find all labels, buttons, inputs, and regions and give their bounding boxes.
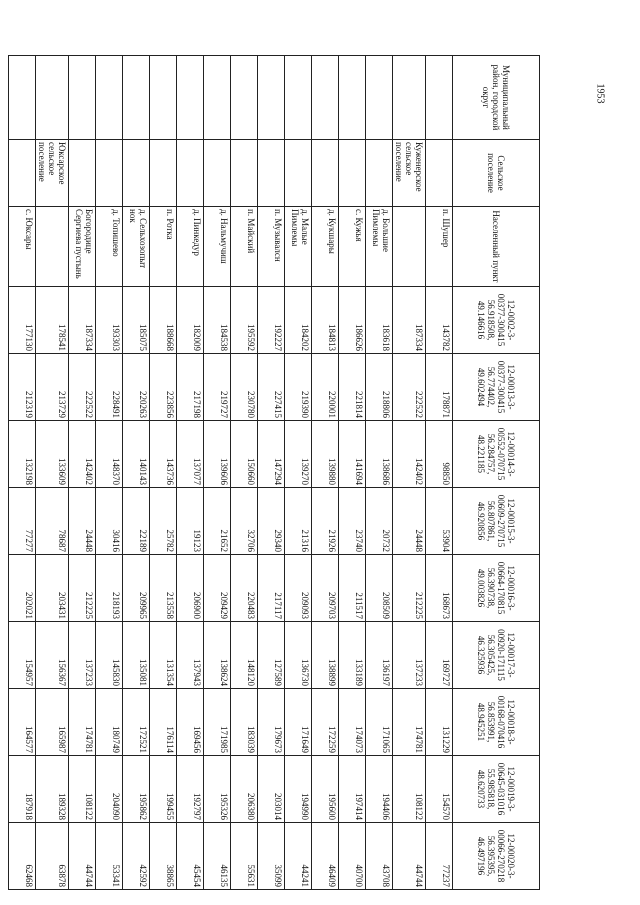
value-cell: 135081 (123, 622, 150, 689)
value-cell: 188668 (150, 287, 177, 354)
value-cell: 62468 (9, 823, 36, 890)
value-cell: 219390 (285, 354, 312, 421)
value-cell: 180749 (96, 689, 123, 756)
column-header: 12-00015-3-00609-270715 56.807861, 46.920856 (453, 488, 540, 555)
value-cell: 139606 (204, 421, 231, 488)
value-cell: 132198 (9, 421, 36, 488)
locality-cell: п. Музывалсн (258, 207, 285, 287)
value-cell: 165987 (36, 689, 69, 756)
table-row (258, 56, 285, 890)
value-cell: 221814 (339, 354, 366, 421)
value-cell: 223856 (150, 354, 177, 421)
value-cell: 197414 (339, 756, 366, 823)
value-cell: 183618 (366, 287, 393, 354)
settlement-cell (96, 140, 123, 207)
value-cell: 206900 (177, 555, 204, 622)
value-cell: 63878 (36, 823, 69, 890)
locality-cell: п. Шушер (426, 207, 453, 287)
value-cell: 184813 (312, 287, 339, 354)
value-cell: 203431 (36, 555, 69, 622)
value-cell: 211517 (339, 555, 366, 622)
value-cell: 185075 (123, 287, 150, 354)
value-cell: 176114 (150, 689, 177, 756)
value-cell: 209703 (312, 555, 339, 622)
value-cell: 217198 (177, 354, 204, 421)
value-cell: 32706 (231, 488, 258, 555)
value-cell: 218806 (366, 354, 393, 421)
table-row (9, 56, 36, 890)
settlement-cell (9, 140, 36, 207)
settlement-cell (426, 140, 453, 207)
column-header: 12-00017-3-00920-171115 56.305425, 46.325936 (453, 622, 540, 689)
locality-cell: д. Нальмучиш (204, 207, 231, 287)
value-cell: 136730 (285, 622, 312, 689)
value-cell: 168673 (426, 555, 453, 622)
settlement-cell (366, 140, 393, 207)
table-row (150, 56, 177, 890)
table-row (393, 56, 426, 890)
value-cell: 222522 (69, 354, 96, 421)
district-cell (36, 56, 69, 140)
value-cell: 174781 (393, 689, 426, 756)
value-cell: 204090 (96, 756, 123, 823)
value-cell: 184538 (204, 287, 231, 354)
value-cell: 22189 (123, 488, 150, 555)
value-cell: 98850 (426, 421, 453, 488)
value-cell: 220483 (231, 555, 258, 622)
locality-cell: с. Юксары (9, 207, 36, 287)
settlement-cell (231, 140, 258, 207)
table-body (9, 56, 453, 890)
value-cell: 154957 (9, 622, 36, 689)
value-cell: 138686 (366, 421, 393, 488)
table-row (312, 56, 339, 890)
district-cell (339, 56, 366, 140)
value-cell: 219727 (204, 354, 231, 421)
value-cell: 148120 (231, 622, 258, 689)
column-header: 12-00019-3-00645-031016 55.985818, 48.620733 (453, 756, 540, 823)
value-cell: 193303 (96, 287, 123, 354)
district-cell (9, 56, 36, 140)
value-cell: 195592 (231, 287, 258, 354)
column-header: 12-0002-3-00377-300415 56.918508, 49.146616 (453, 287, 540, 354)
value-cell: 164577 (9, 689, 36, 756)
table-row (36, 56, 69, 890)
table-row (426, 56, 453, 890)
value-cell: 131354 (150, 622, 177, 689)
settlement-cell (150, 140, 177, 207)
value-cell: 203014 (258, 756, 285, 823)
table-row (285, 56, 312, 890)
value-cell: 78687 (36, 488, 69, 555)
settlement-cell (339, 140, 366, 207)
value-cell: 147294 (258, 421, 285, 488)
value-cell: 136197 (366, 622, 393, 689)
value-cell: 218193 (96, 555, 123, 622)
settlement-cell (258, 140, 285, 207)
column-header: 12-00020-3-00066-270218 56.395395, 46.497196 (453, 823, 540, 890)
value-cell: 38865 (150, 823, 177, 890)
value-cell: 192797 (177, 756, 204, 823)
value-cell: 212225 (69, 555, 96, 622)
value-cell: 222522 (393, 354, 426, 421)
value-cell: 230780 (231, 354, 258, 421)
district-cell (150, 56, 177, 140)
value-cell: 137943 (177, 622, 204, 689)
value-cell: 184202 (285, 287, 312, 354)
value-cell: 169727 (426, 622, 453, 689)
value-cell: 35099 (258, 823, 285, 890)
value-cell: 217117 (258, 555, 285, 622)
value-cell: 182009 (177, 287, 204, 354)
value-cell: 183039 (231, 689, 258, 756)
column-header: 12-00018-3-00168-070416 56.853991, 48.945251 (453, 689, 540, 756)
value-cell: 174073 (339, 689, 366, 756)
locality-cell: д. Топишево (96, 207, 123, 287)
value-cell: 213558 (150, 555, 177, 622)
value-cell: 177130 (9, 287, 36, 354)
value-cell: 174781 (69, 689, 96, 756)
district-cell (123, 56, 150, 140)
value-cell: 143736 (150, 421, 177, 488)
value-cell: 19123 (177, 488, 204, 555)
value-cell: 29340 (258, 488, 285, 555)
column-header: Населенный пункт (453, 207, 540, 287)
table-row (231, 56, 258, 890)
value-cell: 206380 (231, 756, 258, 823)
value-cell: 143782 (426, 287, 453, 354)
district-cell (285, 56, 312, 140)
settlement-cell (177, 140, 204, 207)
table-row (177, 56, 204, 890)
value-cell: 24448 (69, 488, 96, 555)
locality-cell: д. Малые Пимлемы (285, 207, 312, 287)
value-cell: 137077 (177, 421, 204, 488)
district-cell (393, 56, 426, 140)
value-cell: 227415 (258, 354, 285, 421)
value-cell: 25782 (150, 488, 177, 555)
value-cell: 46409 (312, 823, 339, 890)
value-cell: 195862 (123, 756, 150, 823)
value-cell: 187334 (393, 287, 426, 354)
value-cell: 77237 (426, 823, 453, 890)
table-row (204, 56, 231, 890)
value-cell: 187918 (9, 756, 36, 823)
value-cell: 171065 (366, 689, 393, 756)
value-cell: 108122 (69, 756, 96, 823)
value-cell: 202021 (9, 555, 36, 622)
header-row (453, 56, 540, 890)
value-cell: 171649 (285, 689, 312, 756)
value-cell: 139880 (312, 421, 339, 488)
value-cell: 137233 (69, 622, 96, 689)
settlement-cell (285, 140, 312, 207)
column-header: Муниципальный район, городской округ (453, 56, 540, 140)
value-cell: 212319 (9, 354, 36, 421)
value-cell: 44241 (285, 823, 312, 890)
value-cell: 178871 (426, 354, 453, 421)
value-cell: 171985 (204, 689, 231, 756)
locality-cell: д. Пинкедур (177, 207, 204, 287)
value-cell: 142402 (393, 421, 426, 488)
value-cell: 24448 (393, 488, 426, 555)
table-row (69, 56, 96, 890)
value-cell: 199455 (150, 756, 177, 823)
table-row (96, 56, 123, 890)
column-header: 12-00013-3-00377-300415 56.774402, 49.602494 (453, 354, 540, 421)
column-header: Сельское поселение (453, 140, 540, 207)
value-cell: 138899 (312, 622, 339, 689)
value-cell: 187334 (69, 287, 96, 354)
value-cell: 195600 (312, 756, 339, 823)
value-cell: 186626 (339, 287, 366, 354)
value-cell: 195326 (204, 756, 231, 823)
table-row (123, 56, 150, 890)
value-cell: 133609 (36, 421, 69, 488)
value-cell: 108122 (393, 756, 426, 823)
district-cell (231, 56, 258, 140)
value-cell: 172259 (312, 689, 339, 756)
value-cell: 140143 (123, 421, 150, 488)
value-cell: 154570 (426, 756, 453, 823)
value-cell: 45454 (177, 823, 204, 890)
value-cell: 40700 (339, 823, 366, 890)
value-cell: 44744 (69, 823, 96, 890)
value-cell: 194990 (285, 756, 312, 823)
value-cell: 156367 (36, 622, 69, 689)
table-row (366, 56, 393, 890)
settlement-cell (312, 140, 339, 207)
district-cell (312, 56, 339, 140)
value-cell: 21316 (285, 488, 312, 555)
value-cell: 21652 (204, 488, 231, 555)
locality-cell: п. Ротка (150, 207, 177, 287)
settlement-cell (123, 140, 150, 207)
locality-cell: Богородице Сергиева пустынь (69, 207, 96, 287)
value-cell: 30416 (96, 488, 123, 555)
value-cell: 208509 (366, 555, 393, 622)
value-cell: 209093 (285, 555, 312, 622)
value-cell: 53904 (426, 488, 453, 555)
settlement-cell (69, 140, 96, 207)
settlement-cell: Юксарское сельское поселение (36, 140, 69, 207)
district-cell (204, 56, 231, 140)
value-cell: 209965 (123, 555, 150, 622)
value-cell: 142402 (69, 421, 96, 488)
value-cell: 228491 (96, 354, 123, 421)
locality-cell: д. Сельхозопыт нок (123, 207, 150, 287)
value-cell: 212225 (393, 555, 426, 622)
value-cell: 189328 (36, 756, 69, 823)
value-cell: 138624 (204, 622, 231, 689)
value-cell: 43708 (366, 823, 393, 890)
district-cell (96, 56, 123, 140)
page-number: 1953 (594, 83, 606, 104)
district-cell (258, 56, 285, 140)
value-cell: 179673 (258, 689, 285, 756)
value-cell: 178541 (36, 287, 69, 354)
value-cell: 220001 (312, 354, 339, 421)
settlement-cell: Куженерское сельское поселение (393, 140, 426, 207)
value-cell: 44744 (393, 823, 426, 890)
value-cell: 46135 (204, 823, 231, 890)
value-cell: 169456 (177, 689, 204, 756)
value-cell: 77277 (9, 488, 36, 555)
value-cell: 172521 (123, 689, 150, 756)
value-cell: 139270 (285, 421, 312, 488)
settlement-cell (204, 140, 231, 207)
value-cell: 148370 (96, 421, 123, 488)
locality-cell: с. Кужья (339, 207, 366, 287)
value-cell: 131229 (426, 689, 453, 756)
distance-table (8, 55, 540, 890)
value-cell: 137233 (393, 622, 426, 689)
value-cell: 42592 (123, 823, 150, 890)
column-header: 12-00014-3-00552-070715 56.284757, 48.221185 (453, 421, 540, 488)
district-cell (426, 56, 453, 140)
locality-cell: д. Кукшары (312, 207, 339, 287)
value-cell: 133189 (339, 622, 366, 689)
value-cell: 141694 (339, 421, 366, 488)
value-cell: 55631 (231, 823, 258, 890)
locality-cell: п. Майский (231, 207, 258, 287)
value-cell: 53341 (96, 823, 123, 890)
table-row (339, 56, 366, 890)
value-cell: 127589 (258, 622, 285, 689)
value-cell: 192227 (258, 287, 285, 354)
value-cell: 150660 (231, 421, 258, 488)
district-cell (366, 56, 393, 140)
district-cell (69, 56, 96, 140)
value-cell: 21926 (312, 488, 339, 555)
value-cell: 220263 (123, 354, 150, 421)
value-cell: 194406 (366, 756, 393, 823)
locality-cell (36, 207, 69, 287)
district-cell (177, 56, 204, 140)
value-cell: 145830 (96, 622, 123, 689)
value-cell: 213729 (36, 354, 69, 421)
column-header: 12-00016-3-00664-170815 56.390738, 49.003826 (453, 555, 540, 622)
value-cell: 209429 (204, 555, 231, 622)
value-cell: 23740 (339, 488, 366, 555)
locality-cell: д. Большие Пимлемы (366, 207, 393, 287)
locality-cell (393, 207, 426, 287)
value-cell: 20732 (366, 488, 393, 555)
